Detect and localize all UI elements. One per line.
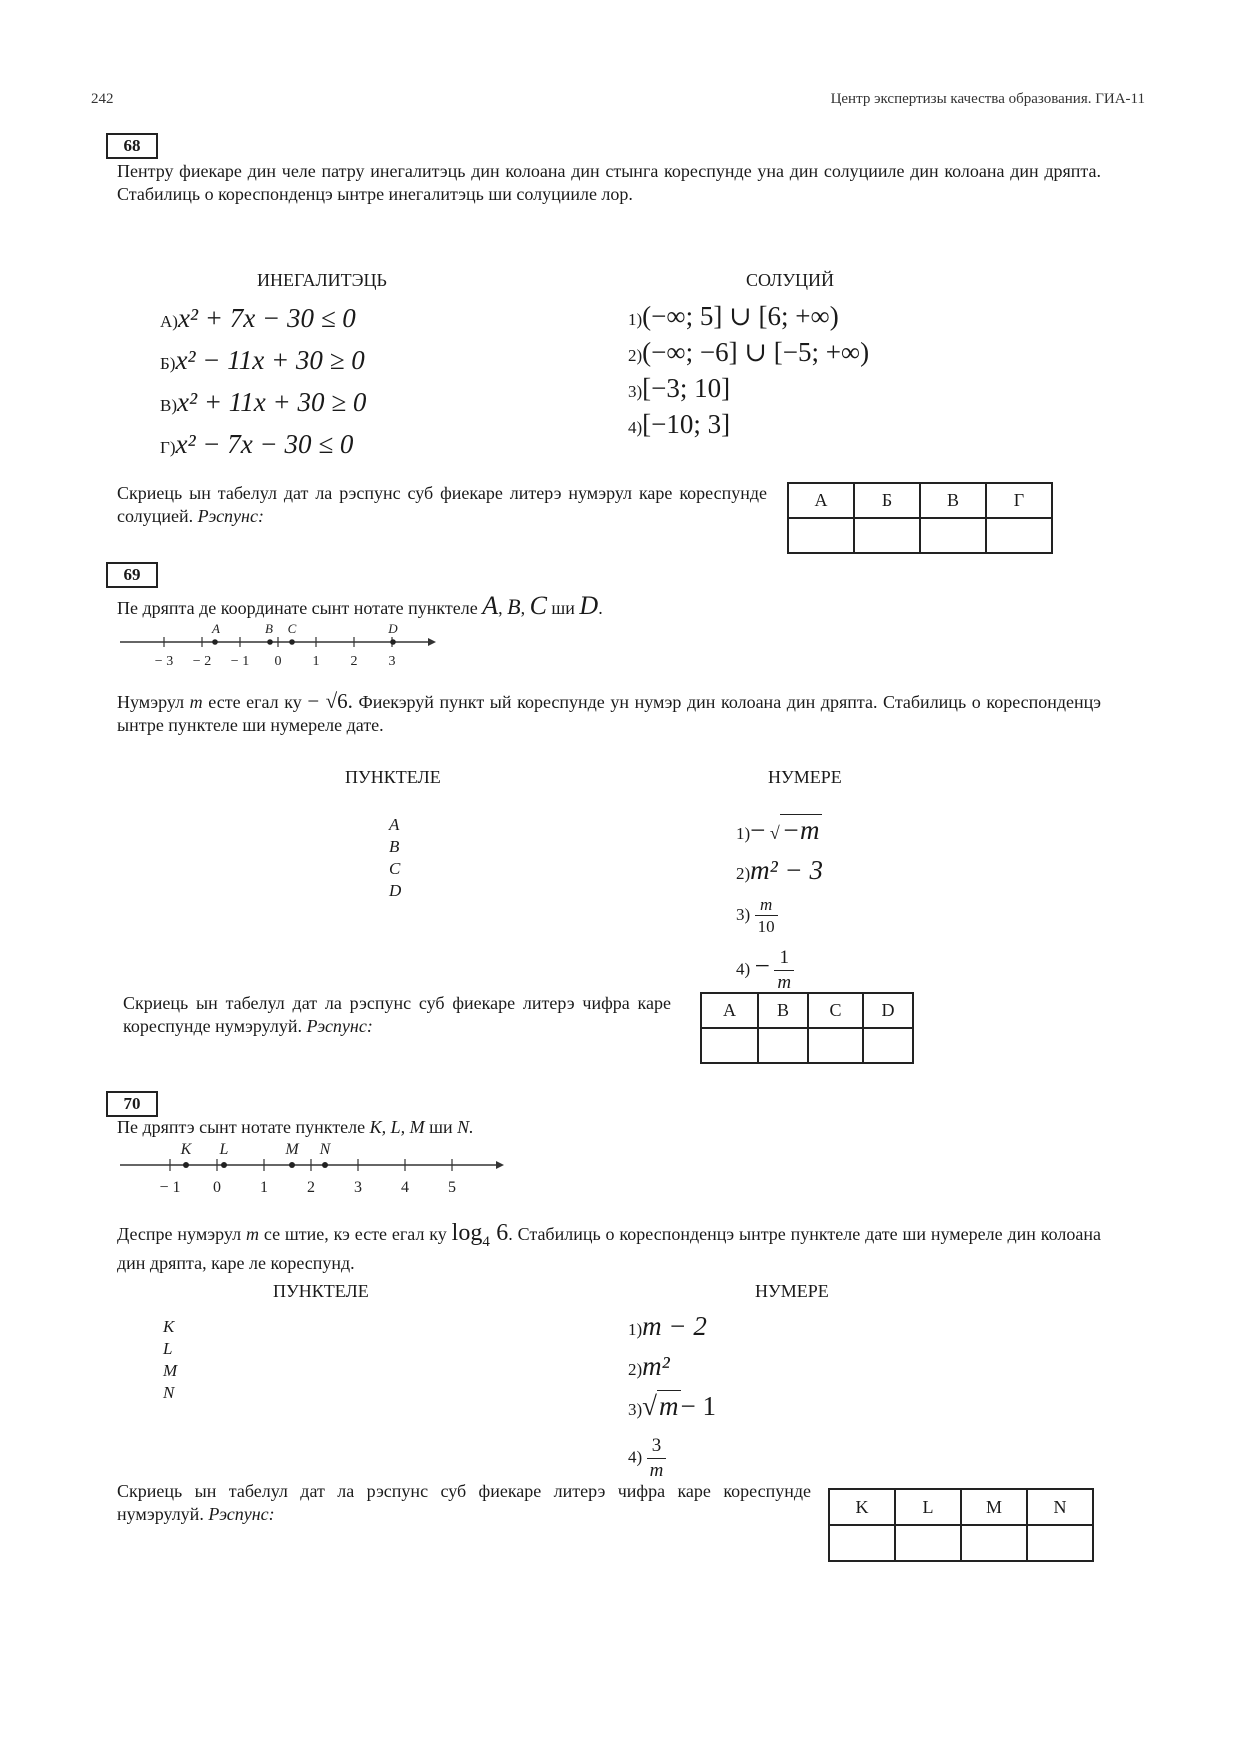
axis-point-c: C [287, 622, 297, 636]
answer-cell-k[interactable] [829, 1525, 895, 1561]
answer-cell-a[interactable] [788, 518, 854, 553]
axis-tick-2: 2 [307, 1179, 315, 1196]
answer-header-a: A [701, 993, 758, 1028]
task69-answer-table [700, 992, 914, 1064]
inequality-v: В)x² + 11x + 30 ≥ 0 [160, 387, 367, 417]
inequality-a: А)x² + 7x − 30 ≤ 0 [160, 303, 356, 333]
point-c: C [389, 859, 401, 878]
task69-col-right-title: НУМЕРЕ [768, 767, 842, 787]
task68-inequalities [160, 302, 366, 470]
solution-3: 3)[−3; 10] [628, 373, 731, 403]
axis-tick-neg1: − 1 [230, 654, 250, 669]
task69-condition: Нумэрул m есте егал ку − √6. Фиекэруй пункт ый кореспунде ун нумэр дин колоана дин дряпта. Стабилиць о кореспонденцэ ынтре пунктеле ши нумереле дате. [117, 689, 1102, 736]
answer-cell-d[interactable] [863, 1028, 913, 1063]
task70-answer-table [828, 1488, 1094, 1562]
answer-header-b: Б [854, 483, 920, 518]
axis-point-b: B [265, 622, 273, 636]
axis-tick-1: 1 [312, 654, 320, 669]
page-number: 242 [91, 91, 114, 107]
answer-header-l: L [895, 1489, 961, 1525]
axis-point-k: K [180, 1141, 192, 1158]
answer-cell-l[interactable] [895, 1525, 961, 1561]
answer-cell-n[interactable] [1027, 1525, 1093, 1561]
answer-header-m: M [961, 1489, 1027, 1525]
answer-header-c: C [808, 993, 863, 1028]
axis-point-m: M [285, 1141, 299, 1158]
axis-tick-0: 0 [274, 654, 282, 669]
answer-header-n: N [1027, 1489, 1093, 1525]
axis-point-a: A [212, 622, 220, 636]
task70-numbers [628, 1310, 716, 1486]
task70-answer-instructions: Скриець ын табелул дат ла рэспунс суб фиекаре литерэ чифра каре кореспунде нумэрулуй. Рэспунс: [117, 1481, 811, 1524]
axis-tick-neg3: − 3 [154, 654, 174, 669]
number-2: 2)m² [628, 1351, 670, 1381]
answer-cell-a[interactable] [701, 1028, 758, 1063]
task69-col-left-title: ПУНКТЕЛЕ [345, 767, 441, 787]
inequality-g: Г)x² − 7x − 30 ≤ 0 [160, 429, 354, 459]
point-b: B [389, 837, 400, 856]
number-4: 4) $\frac{3}{m}$ [628, 1434, 716, 1486]
task70-prompt: Пе дряптэ сынт нотате пунктеле K, L, M ши N. [117, 1117, 474, 1137]
axis-tick-0: 0 [213, 1179, 221, 1196]
answer-header-v: В [920, 483, 986, 518]
inequality-b: Б)x² − 11x + 30 ≥ 0 [160, 345, 365, 375]
number-1: 1)− √−m [736, 815, 820, 845]
answer-cell-b[interactable] [854, 518, 920, 553]
task68-answer-table [787, 482, 1053, 554]
task70-col-right-title: НУМЕРЕ [755, 1281, 829, 1301]
axis-tick-neg1: − 1 [159, 1179, 181, 1196]
task-number-69: 69 [106, 562, 158, 588]
answer-cell-c[interactable] [808, 1028, 863, 1063]
task69-answer-instructions: Скриець ын табелул дат ла рэспунс суб фиекаре литерэ чифра каре кореспунде нумэрулуй. Рэспунс: [123, 993, 671, 1036]
answer-header-d: D [863, 993, 913, 1028]
solution-2: 2)(−∞; −6] ∪ [−5; +∞) [628, 337, 870, 367]
task70-points [163, 1316, 177, 1404]
axis-tick-1: 1 [260, 1179, 268, 1196]
answer-header-b: B [758, 993, 808, 1028]
answer-cell-g[interactable] [986, 518, 1052, 553]
answer-cell-m[interactable] [961, 1525, 1027, 1561]
task69-points [389, 814, 401, 902]
task68-col-left-title: ИНЕГАЛИТЭЦЬ [257, 270, 387, 290]
axis-point-n: N [319, 1141, 331, 1158]
answer-header-g: Г [986, 483, 1052, 518]
task69-numbers [736, 814, 823, 994]
task-number-70: 70 [106, 1091, 158, 1117]
axis-point-d: D [388, 622, 398, 636]
point-m: M [163, 1361, 178, 1380]
axis-tick-3: 3 [354, 1179, 362, 1196]
point-a: A [389, 815, 400, 834]
number-4: 4) − $\frac{1}{m}$ [736, 946, 823, 994]
axis-point-l: L [219, 1141, 229, 1158]
task70-col-left-title: ПУНКТЕЛЕ [273, 1281, 369, 1301]
axis-tick-3: 3 [388, 654, 396, 669]
task68-col-right-title: СОЛУЦИЙ [746, 270, 835, 290]
task-number-68: 68 [106, 133, 158, 159]
axis-tick-2: 2 [350, 654, 358, 669]
task69-number-line [118, 622, 438, 672]
number-2: 2)m² − 3 [736, 855, 823, 885]
axis-tick-5: 5 [448, 1179, 456, 1196]
answer-header-k: K [829, 1489, 895, 1525]
task69-prompt: Пе дряпта де координате сынт нотате пунктеле A, B, C ши D. [117, 591, 603, 620]
task70-number-line [118, 1140, 508, 1196]
answer-cell-v[interactable] [920, 518, 986, 553]
task68-prompt: Пентру фиекаре дин челе патру инегалитэць дин колоана дин стынга кореспунде уна дин солуцииле дин колоана дин дряпта. Стабилиць о кореспонденцэ ынтре инегалитэць ши солуцииле лор. [117, 161, 1101, 204]
task68-answer-instructions: Скриець ын табелул дат ла рэспунс суб фиекаре литерэ нумэрул каре кореспунде солуцией. Рэспунс: [117, 483, 767, 526]
answer-cell-b[interactable] [758, 1028, 808, 1063]
point-d: D [389, 881, 402, 900]
solution-1: 1)(−∞; 5] ∪ [6; +∞) [628, 301, 839, 331]
number-1: 1)m − 2 [628, 1311, 707, 1341]
task68-solutions [628, 300, 869, 444]
header-title: Центр экспертизы качества образования. ГИА-11 [830, 91, 1145, 107]
task70-condition: Деспре нумэрул m се штие, кэ есте егал ку $\log_4 6$. Стабилиць о кореспонденцэ ынтре пунктеле дате ши нумереле дин колоана дин дряпта, каре ле кореспунд. [117, 1220, 1101, 1273]
point-n: N [163, 1383, 175, 1402]
axis-tick-neg2: − 2 [192, 654, 212, 669]
axis-tick-4: 4 [401, 1179, 409, 1196]
number-3: 3) $\frac{m}{10}$ [736, 894, 823, 946]
point-k: K [163, 1317, 175, 1336]
answer-header-a: А [788, 483, 854, 518]
number-3: 3)√m− 1 [628, 1391, 716, 1421]
solution-4: 4)[−10; 3] [628, 409, 731, 439]
point-l: L [163, 1339, 173, 1358]
